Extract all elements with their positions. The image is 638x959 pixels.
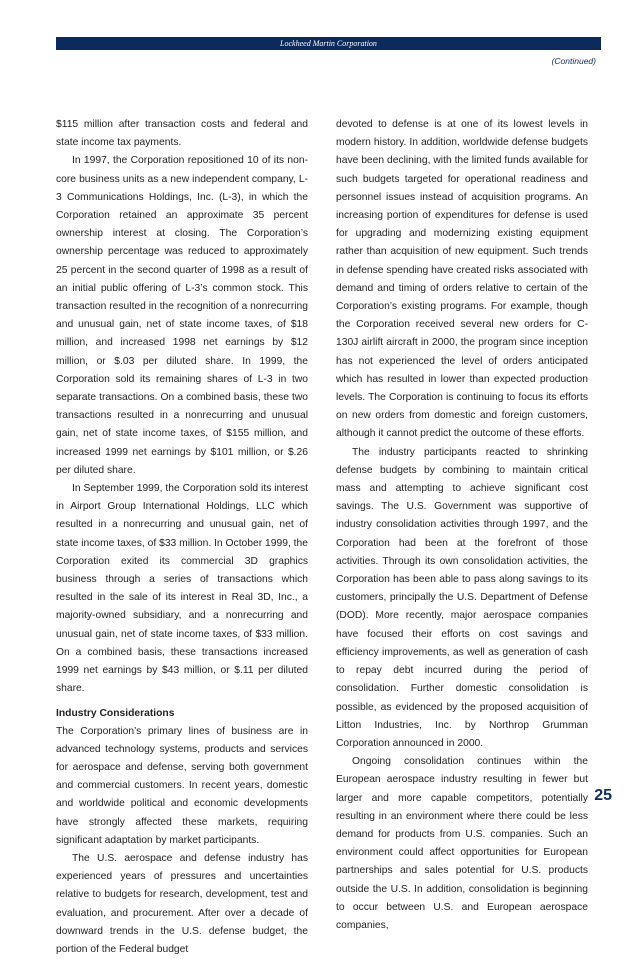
- continued-label: (Continued): [551, 56, 596, 66]
- paragraph: In 1997, the Corporation repositioned 10 of its non-core business units as a new independent company, L-3 Communications Holdings, Inc. (L-3), in which the Corporation retained an approximate 35 percent ownership interest at closing. The Corporation’s ownership percentage was reduced to approximately 25 percent in the second quarter of 1998 as a result of an initial public offering of L-3’s common stock. This transaction resulted in the recognition of a nonrecurring and unusual gain, net of state income taxes, of $18 million, and increased 1998 net earnings by $12 million, or $.03 per diluted share. In 1999, the Corporation sold its remaining shares of L-3 in two separate transactions. On a combined basis, these two transactions resulted in a nonrecurring and unusual gain, net of state income taxes, of $155 million, and increased 1999 net earnings by $101 million, or $.26 per diluted share.: [56, 155, 308, 476]
- left-column: [56, 116, 308, 959]
- paragraph: The U.S. aerospace and defense industry has experienced years of pressures and uncertainties relative to budgets for research, development, test and evaluation, and procurement. After over a decade of downward trends in the U.S. defense budget, the portion of the Federal budget: [56, 852, 308, 955]
- header-title: Lockheed Martin Corporation: [280, 39, 377, 48]
- paragraph: devoted to defense is at one of its lowest levels in modern history. In addition, worldwide defense budgets have been declining, with the limited funds available for such budgets targeted for operational readiness and personnel issues instead of acquisition programs. An increasing portion of expenditures for defense is used for upgrading and modernizing existing equipment rather than acquisition of new equipment. Such trends in defense spending have created risks associated with demand and timing of orders relative to certain of the Corporation’s existing programs. For example, though the Corporation received several new orders for C-130J airlift aircraft in 2000, the program since inception has not experienced the level of orders anticipated which has resulted in lower than expected production levels. The Corporation is continuing to focus its efforts on new orders from domestic and foreign customers, although it cannot predict the outcome of these efforts.: [336, 119, 588, 440]
- paragraph: In September 1999, the Corporation sold its interest in Airport Group International Holdings, LLC which resulted in a nonrecurring and unusual gain, net of state income taxes, of $33 million. In October 1999, the Corporation exited its commercial 3D graphics business through a series of transactions which resulted in the sale of its interest in Real 3D, Inc., a majority-owned subsidiary, and a nonrecurring and unusual gain, net of state income taxes, of $33 million. On a combined basis, these transactions increased 1999 net earnings by $43 million, or $.11 per diluted share.: [56, 483, 308, 695]
- paragraph: The Corporation’s primary lines of business are in advanced technology systems, products and services for aerospace and defense, serving both government and commercial customers. In recent years, domestic and worldwide political and economic developments have strongly affected these markets, requiring significant adaptation by market participants.: [56, 725, 308, 846]
- right-column: [336, 116, 588, 935]
- section-heading: Industry Considerations: [56, 707, 175, 719]
- page-number: 25: [594, 787, 612, 804]
- paragraph: $115 million after transaction costs and federal and state income tax payments.: [56, 119, 308, 149]
- paragraph: The industry participants reacted to shrinking defense budgets by combining to maintain critical mass and attempting to achieve significant cost savings. The U.S. Government was supportive of industry consolidation activities through 1997, and the Corporation had been at the forefront of those activities. Through its own consolidation activities, the Corporation has been able to pass along savings to its customers, principally the U.S. Department of Defense (DOD). More recently, major aerospace companies have focused their efforts on cost savings and efficiency improvements, as well as generation of cash to repay debt incurred during the period of consolidation. Further domestic consolidation is possible, as evidenced by the proposed acquisition of Litton Industries, Inc. by Northrop Grumman Corporation announced in 2000.: [336, 446, 588, 749]
- paragraph: Ongoing consolidation continues within the European aerospace industry resulting in fewer but larger and more capable competitors, potentially resulting in an environment where there could be less demand for products from U.S. companies. Such an environment could affect opportunities for European partnerships and sales potential for U.S. products outside the U.S. In addition, consolidation is beginning to occur between U.S. and European aerospace companies,: [336, 756, 588, 931]
- running-header: [56, 37, 601, 50]
